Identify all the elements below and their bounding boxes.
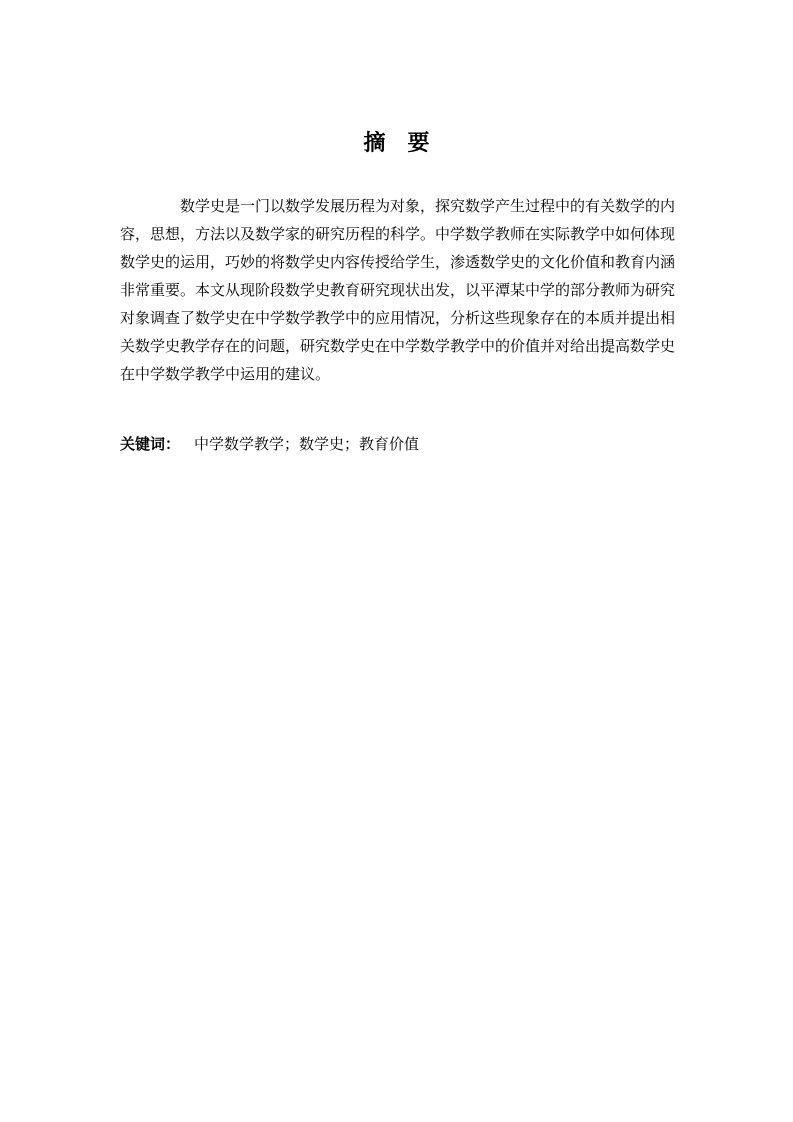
keywords-line [120, 430, 675, 458]
abstract-title: 摘要 [363, 130, 452, 156]
abstract-body: 数学史是一门以数学发展历程为对象，探究数学产生过程中的有关数学的内容，思想，方法以及数学家的研究历程的科学。中学数学教师在实际教学中如何体现数学史的运用，巧妙的将数学史内容传授给学生，渗透数学史的文化价值和教育内涵非常重要。本文从现阶段数学史教育研究现状出发，以平潭某中学的部分教师为研究对象调查了数学史在中学数学教学中的应用情况，分析这些现象存在的本质并提出相关数学史教学存在的问题，研究数学史在中学数学教学中的价值并对给出提高数学史在中学数学教学中运用的建议。 [120, 197, 676, 383]
keywords-value: 中学数学教学；数学史；教育价值 [194, 435, 420, 453]
keywords-label: 关键词： [120, 435, 181, 453]
